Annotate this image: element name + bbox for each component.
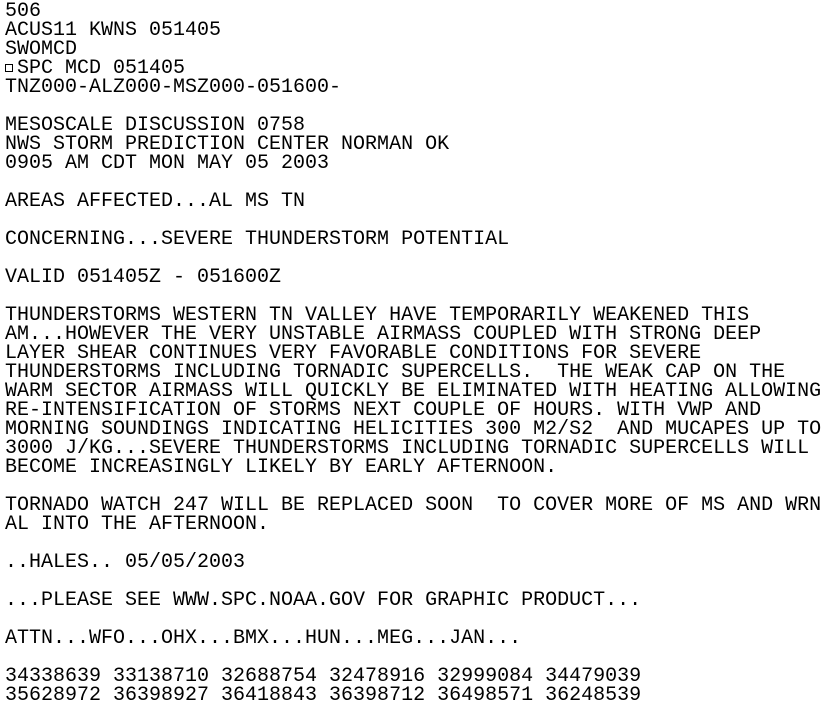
bulletin-line: AREAS AFFECTED...AL MS TN — [5, 190, 306, 213]
bulletin-line: NWS STORM PREDICTION CENTER NORMAN OK — [5, 133, 450, 156]
bulletin-line: SWOMCD — [5, 38, 78, 61]
bulletin-line: ATTN...WFO...OHX...BMX...HUN...MEG...JAN... — [5, 627, 522, 650]
bulletin-line: CONCERNING...SEVERE THUNDERSTORM POTENTIAL — [5, 228, 510, 251]
control-char-icon — [5, 64, 13, 72]
bulletin-line: BECOME INCREASINGLY LIKELY BY EARLY AFTERNOON. — [5, 456, 558, 479]
bulletin-line: MESOSCALE DISCUSSION 0758 — [5, 114, 306, 137]
bulletin-line: TNZ000-ALZ000-MSZ000-051600- — [5, 76, 342, 99]
bulletin-line: WARM SECTOR AIRMASS WILL QUICKLY BE ELIMINATED WITH HEATING ALLOWING — [5, 380, 822, 403]
bulletin-line: AL INTO THE AFTERNOON. — [5, 513, 270, 536]
bulletin-line: VALID 051405Z - 051600Z — [5, 266, 282, 289]
bulletin-line: 506 — [5, 0, 42, 23]
bulletin-line: TORNADO WATCH 247 WILL BE REPLACED SOON TO COVER MORE OF MS AND WRN — [5, 494, 822, 517]
bulletin-line-text: SPC MCD 051405 — [17, 57, 186, 80]
bulletin-line: ...PLEASE SEE WWW.SPC.NOAA.GOV FOR GRAPHIC PRODUCT... — [5, 589, 642, 612]
bulletin-line: AM...HOWEVER THE VERY UNSTABLE AIRMASS COUPLED WITH STRONG DEEP — [5, 323, 762, 346]
bulletin-line: 34338639 33138710 32688754 32478916 32999084 34479039 — [5, 665, 642, 688]
bulletin-line: MORNING SOUNDINGS INDICATING HELICITIES 300 M2/S2 AND MUCAPES UP TO — [5, 418, 822, 441]
bulletin-line: 0905 AM CDT MON MAY 05 2003 — [5, 152, 330, 175]
bulletin-text — [5, 2, 821, 705]
bulletin-line: 3000 J/KG...SEVERE THUNDERSTORMS INCLUDING TORNADIC SUPERCELLS WILL — [5, 437, 810, 460]
bulletin-line: LAYER SHEAR CONTINUES VERY FAVORABLE CONDITIONS FOR SEVERE — [5, 342, 702, 365]
bulletin-line: RE-INTENSIFICATION OF STORMS NEXT COUPLE OF HOURS. WITH VWP AND — [5, 399, 762, 422]
bulletin-line: ACUS11 KWNS 051405 — [5, 19, 222, 42]
bulletin-line: THUNDERSTORMS INCLUDING TORNADIC SUPERCELLS. THE WEAK CAP ON THE — [5, 361, 786, 384]
bulletin-line: ..HALES.. 05/05/2003 — [5, 551, 246, 574]
bulletin-line: 35628972 36398927 36418843 36398712 36498571 36248539 — [5, 684, 642, 707]
bulletin-line: THUNDERSTORMS WESTERN TN VALLEY HAVE TEMPORARILY WEAKENED THIS — [5, 304, 750, 327]
